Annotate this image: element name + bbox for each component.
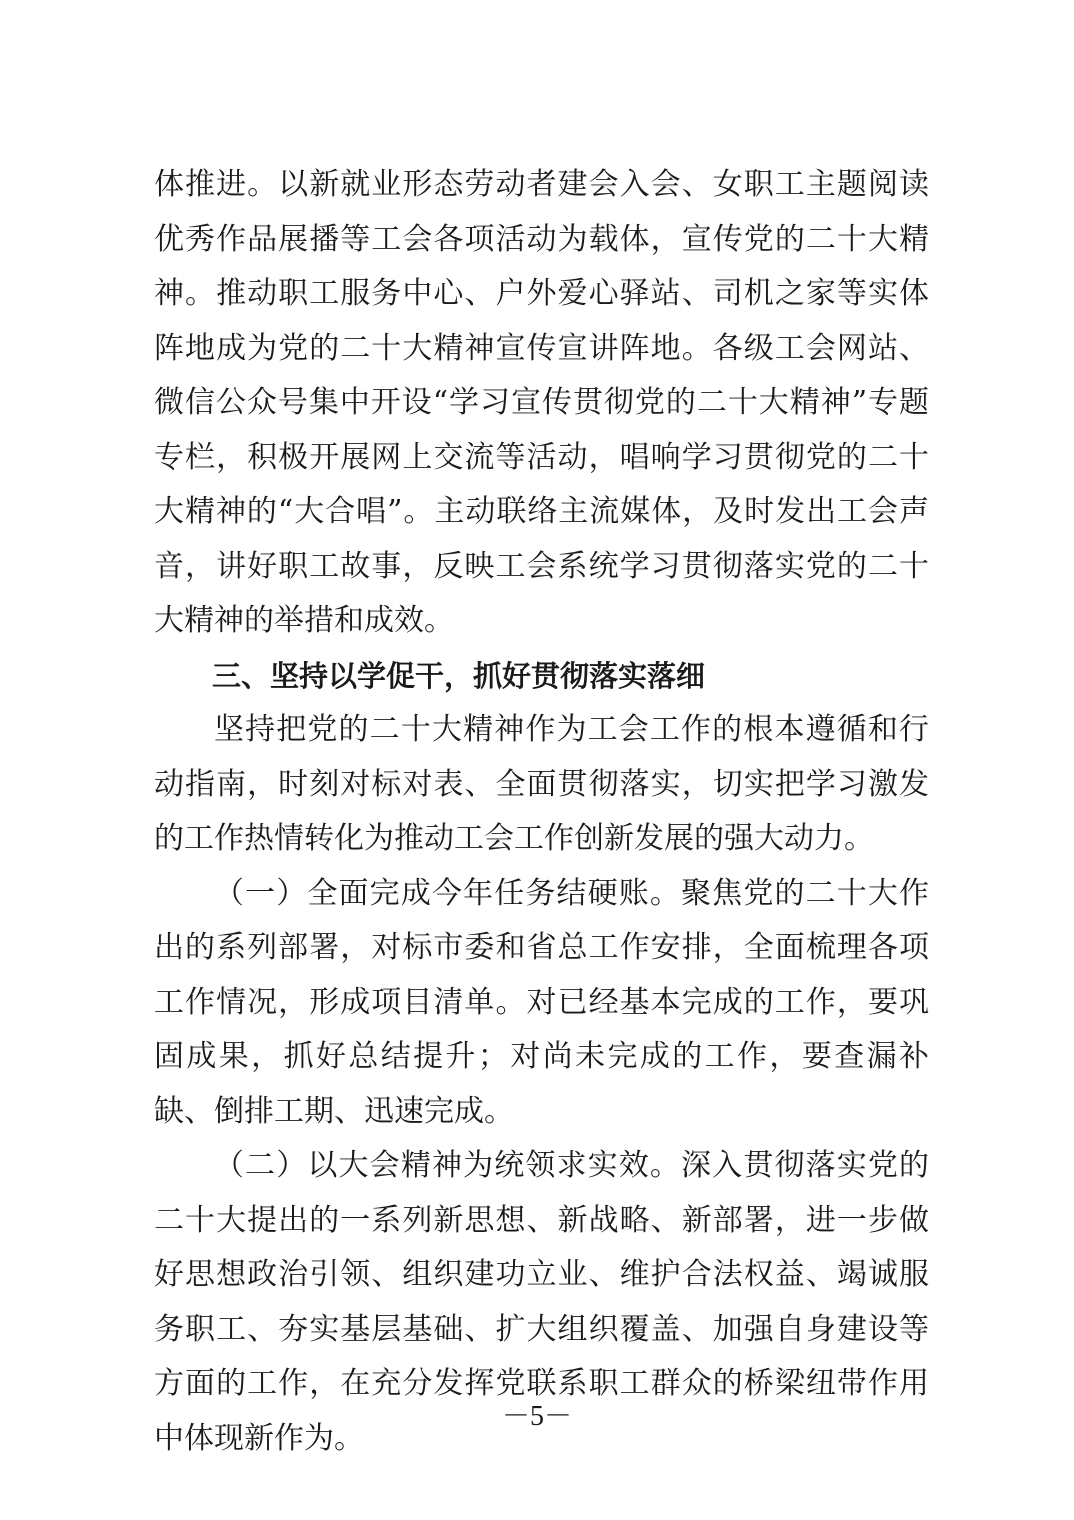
page-number: －5－ — [501, 1401, 572, 1432]
paragraph-continuation: 体推进。以新就业形态劳动者建会入会、女职工主题阅读优秀作品展播等工会各项活动为载体，宣传党的二十大精神。推动职工服务中心、户外爱心驿站、司机之家等实体阵地成为党的二十大精神宣传宣讲阵地。各级工会网站、微信公众号集中开设“学习宣传贯彻党的二十大精神”专题专栏，积极开展网上交流等活动，唱响学习贯彻党的二十大精神的“大合唱”。主动联络主流媒体，及时发出工会声音，讲好职工故事，反映工会系统学习贯彻落实党的二十大精神的举措和成效。 — [154, 167, 929, 638]
paragraph-intro: 坚持把党的二十大精神作为工会工作的根本遵循和行动指南，时刻对标对表、全面贯彻落实，切实把学习激发的工作热情转化为推动工会工作创新发展的强大动力。 — [154, 712, 929, 856]
section-heading: 三、坚持以学促干，抓好贯彻落实落细 — [212, 658, 706, 693]
paragraph-item-2: （二）以大会精神为统领求实效。深入贯彻落实党的二十大提出的一系列新思想、新战略、新部署，进一步做好思想政治引领、组织建功立业、维护合法权益、竭诚服务职工、夯实基层基础、扩大组织覆盖、加强自身建设等方面的工作，在充分发挥党联系职工群众的桥梁纽带作用中体现新作为。 — [154, 1148, 929, 1456]
body-text — [154, 158, 929, 1466]
paragraph-item-1: （一）全面完成今年任务结硬账。聚焦党的二十大作出的系列部署，对标市委和省总工作安排，全面梳理各项工作情况，形成项目清单。对已经基本完成的工作，要巩固成果，抓好总结提升；对尚未完成的工作，要查漏补缺、倒排工期、迅速完成。 — [154, 875, 929, 1129]
